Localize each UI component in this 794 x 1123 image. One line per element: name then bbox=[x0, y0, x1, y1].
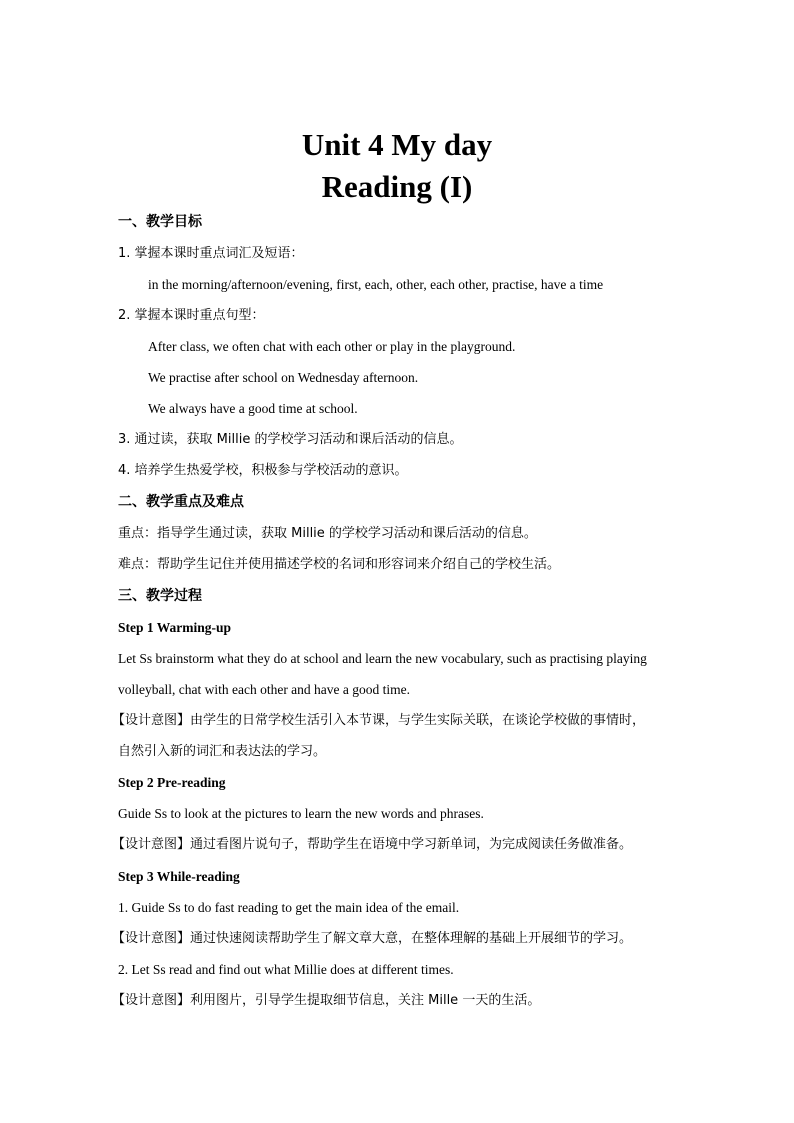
objective-1: 1. 掌握本课时重点词汇及短语： bbox=[118, 246, 304, 261]
title-unit: Unit 4 My day bbox=[301, 127, 493, 162]
step3-text-1: 1. Guide Ss to do fast reading to get the main idea of the email. bbox=[118, 900, 460, 915]
step1-text-line2: volleyball, chat with each other and have a good time. bbox=[118, 682, 411, 697]
section1-heading: 一、教学目标 bbox=[118, 214, 202, 230]
step2-design: 【设计意图】通过看图片说句子，帮助学生在语境中学习新单词，为完成阅读任务做准备。 bbox=[112, 837, 633, 852]
key-point: 重点：指导学生通过读，获取 Millie 的学校学习活动和课后活动的信息。 bbox=[118, 526, 537, 541]
step3-text-2: 2. Let Ss read and find out what Millie does at different times. bbox=[118, 962, 454, 977]
difficult-point: 难点：帮助学生记住并使用描述学校的名词和形容词来介绍自己的学校生活。 bbox=[118, 557, 561, 572]
step3-design-1: 【设计意图】通过快速阅读帮助学生了解文章大意，在整体理解的基础上开展细节的学习。 bbox=[112, 931, 633, 946]
step1-design-line2: 自然引入新的词汇和表达法的学习。 bbox=[118, 744, 327, 759]
sentence-3: We always have a good time at school. bbox=[148, 401, 358, 416]
sentence-2: We practise after school on Wednesday afternoon. bbox=[148, 370, 419, 385]
step2-text: Guide Ss to look at the pictures to learn the new words and phrases. bbox=[118, 806, 484, 821]
step3-design-2: 【设计意图】利用图片，引导学生提取细节信息，关注 Mille 一天的生活。 bbox=[112, 993, 541, 1008]
objective-4: 4. 培养学生热爱学校，积极参与学校活动的意识。 bbox=[118, 463, 408, 478]
objective-3: 3. 通过读，获取 Millie 的学校学习活动和课后活动的信息。 bbox=[118, 432, 463, 447]
section3-heading: 三、教学过程 bbox=[118, 588, 202, 604]
objective-1-detail: in the morning/afternoon/evening, first, each, other, each other, practise, have a time bbox=[148, 277, 604, 292]
objective-2: 2. 掌握本课时重点句型： bbox=[118, 308, 265, 323]
title-reading: Reading (I) bbox=[321, 169, 473, 204]
step1-text-line1: Let Ss brainstorm what they do at school and learn the new vocabulary, such as practising playing bbox=[118, 651, 647, 666]
step3-title: Step 3 While-reading bbox=[118, 869, 240, 884]
step2-title: Step 2 Pre-reading bbox=[118, 775, 226, 790]
sentence-1: After class, we often chat with each other or play in the playground. bbox=[148, 339, 516, 354]
step1-design-line1: 【设计意图】由学生的日常学校生活引入本节课，与学生实际关联，在谈论学校做的事情时， bbox=[112, 713, 646, 728]
section2-heading: 二、教学重点及难点 bbox=[118, 494, 244, 510]
step1-title: Step 1 Warming-up bbox=[118, 620, 232, 635]
